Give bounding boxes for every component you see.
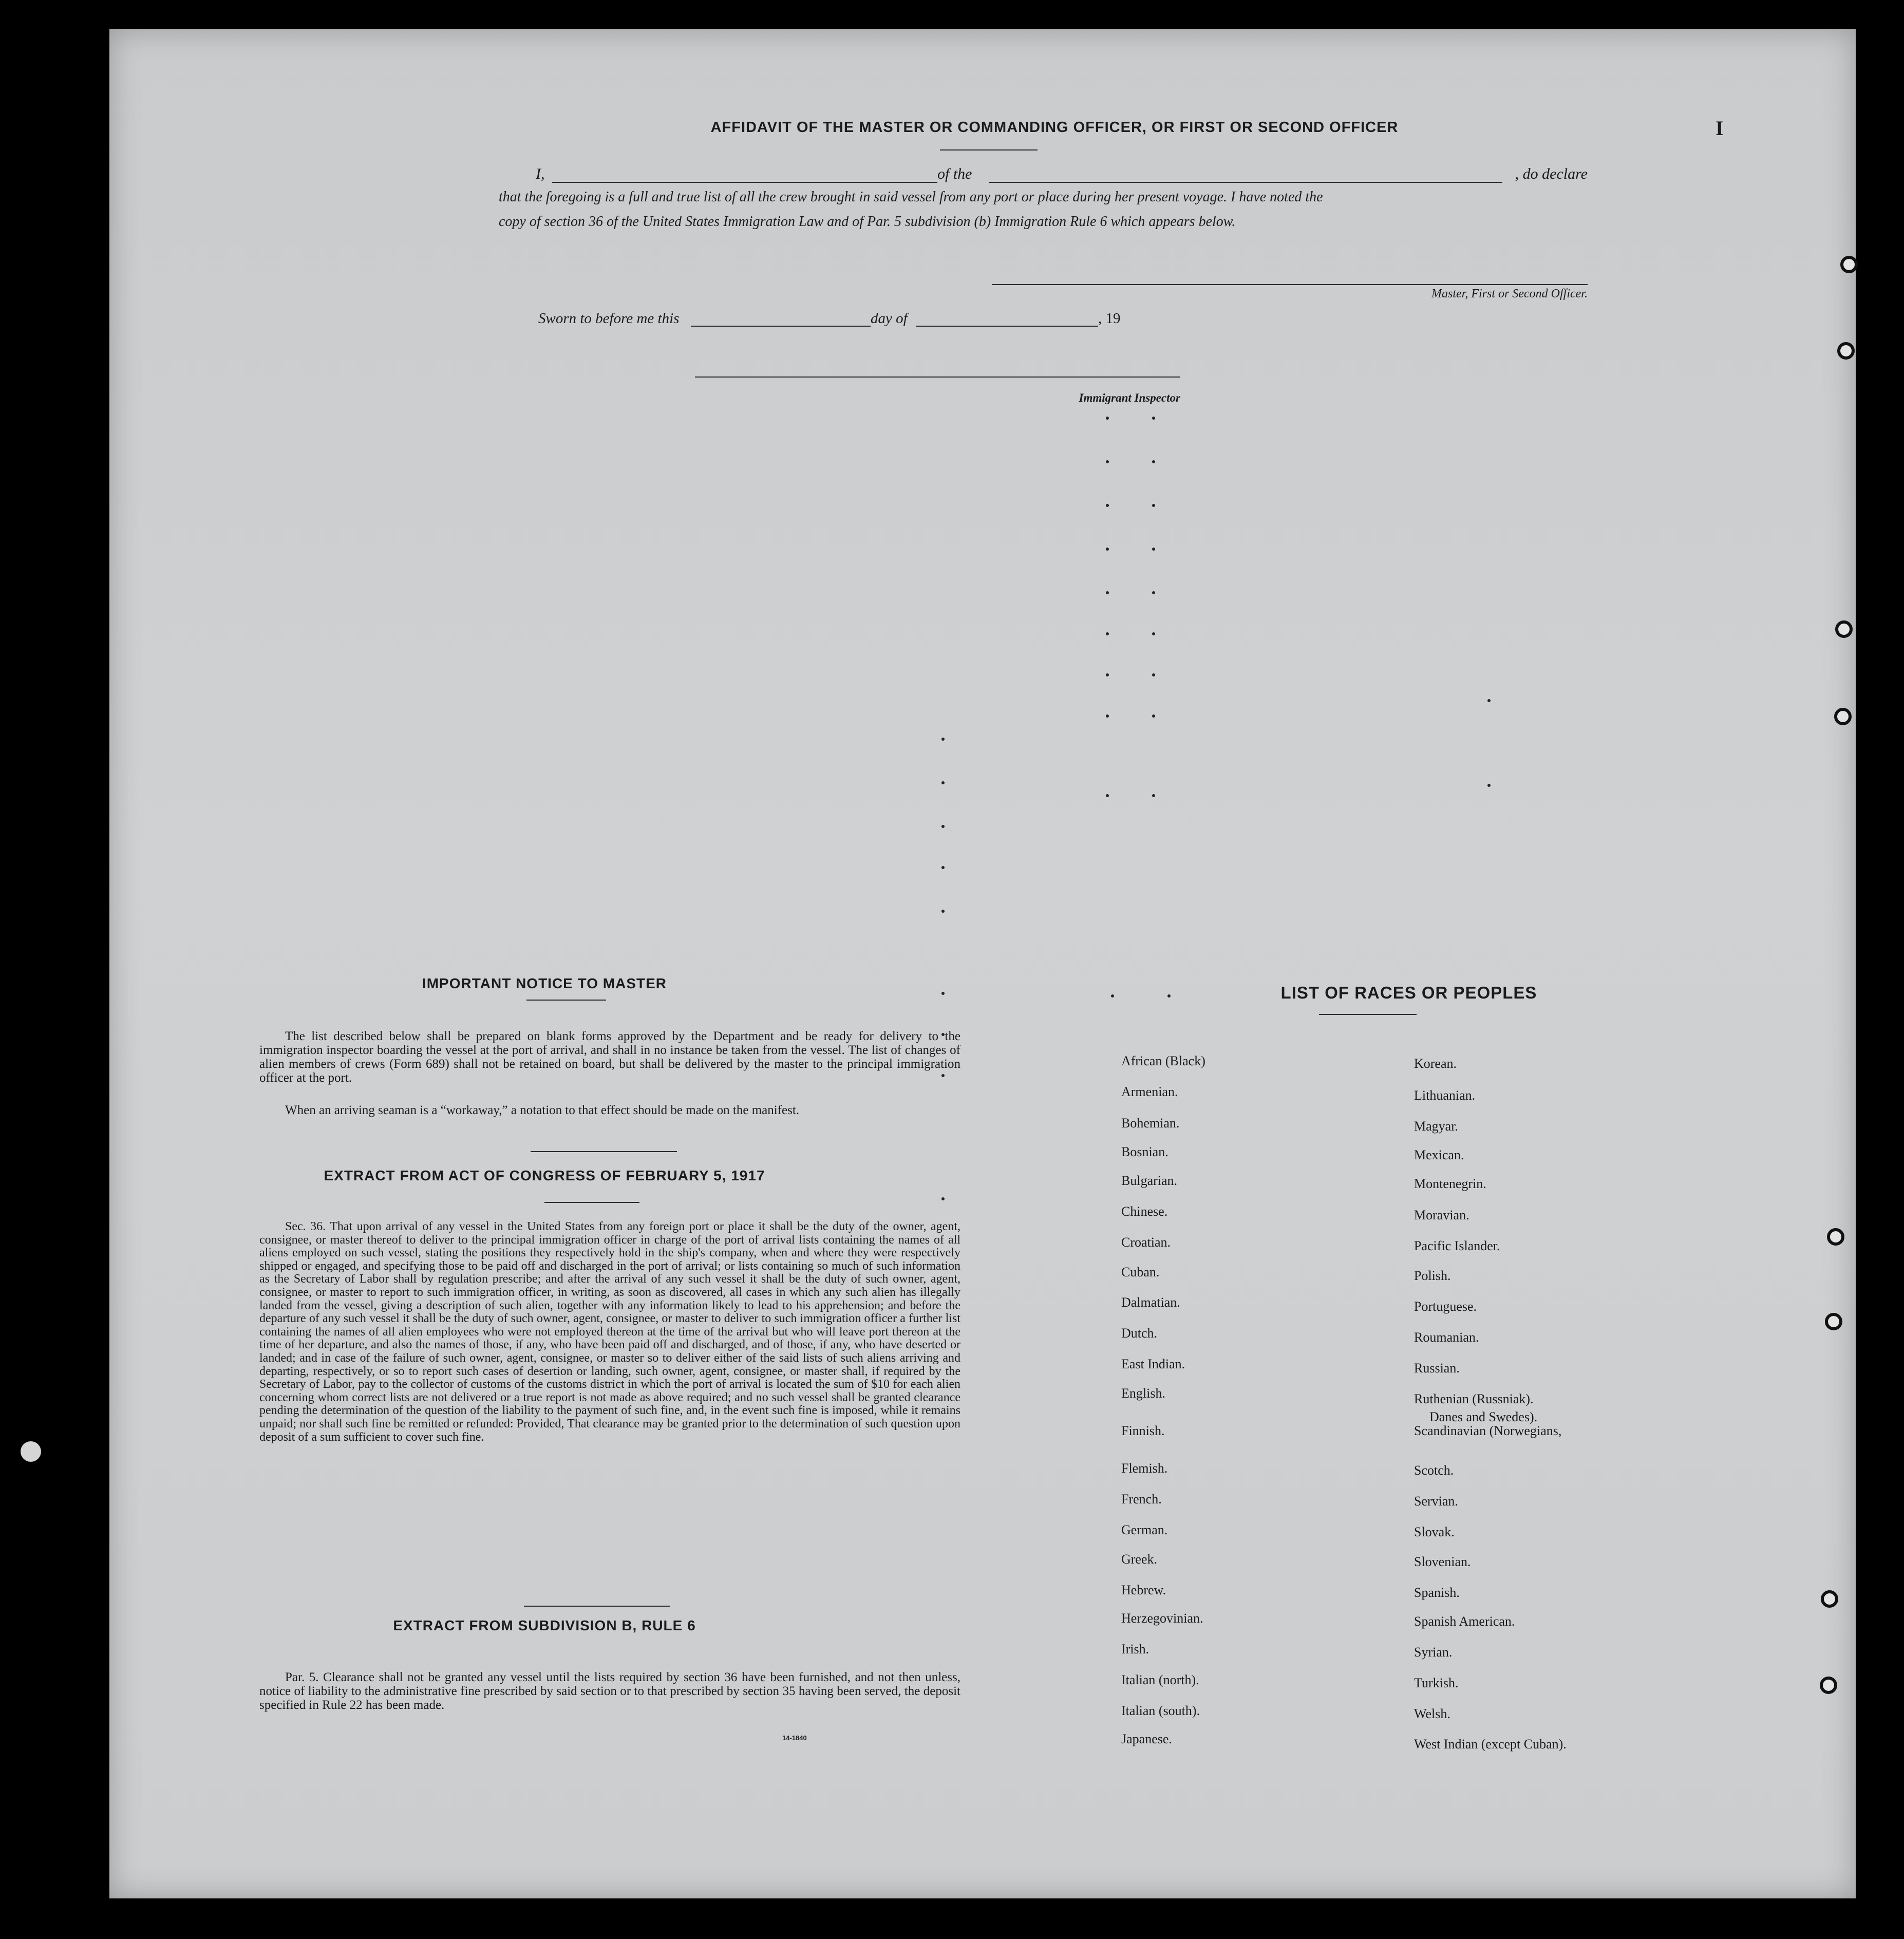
- race-item: Bulgarian.: [1121, 1173, 1178, 1188]
- sworn-day-blank[interactable]: [691, 326, 871, 327]
- race-item: German.: [1121, 1522, 1168, 1537]
- race-item: Flemish.: [1121, 1461, 1168, 1476]
- race-item: Slovenian.: [1414, 1554, 1471, 1569]
- guide-dot: [1167, 994, 1171, 997]
- race-item: Turkish.: [1414, 1676, 1459, 1690]
- race-item: Hebrew.: [1121, 1583, 1166, 1597]
- affidavit-line-2: that the foregoing is a full and true list of all the crew brought in said vessel from any port or place during her present voyage. I have noted the: [499, 189, 1323, 205]
- guide-dot: [1106, 714, 1109, 718]
- notice-end-divider: [531, 1151, 677, 1152]
- rule-extract-top-divider: [524, 1606, 670, 1607]
- title-divider: [940, 149, 1038, 150]
- race-item: Spanish.: [1414, 1585, 1460, 1600]
- affidavit-title: AFFIDAVIT OF THE MASTER OR COMMANDING OFFICER, OR FIRST OR SECOND OFFICER: [710, 119, 1399, 136]
- guide-dot: [1487, 699, 1491, 702]
- race-item: Scandinavian (Norwegians,: [1414, 1423, 1562, 1438]
- affidavit-i: I,: [536, 165, 545, 182]
- page-number-mark: I: [1716, 117, 1724, 140]
- inspector-label: Immigrant Inspector: [1079, 391, 1180, 404]
- race-item: Italian (north).: [1121, 1672, 1199, 1687]
- document-page: [109, 29, 1856, 1898]
- notice-divider: [526, 1000, 606, 1001]
- inspector-signature-line[interactable]: [695, 376, 1180, 378]
- race-item: Bosnian.: [1121, 1144, 1168, 1159]
- punch-hole-left: [21, 1441, 41, 1462]
- guide-dot: [1152, 714, 1155, 718]
- race-item: Bohemian.: [1121, 1116, 1180, 1131]
- guide-dot: [1152, 504, 1155, 507]
- race-item: Mexican.: [1414, 1147, 1464, 1162]
- race-item: Dalmatian.: [1121, 1295, 1180, 1310]
- race-item: Montenegrin.: [1414, 1176, 1486, 1191]
- race-item: Slovak.: [1414, 1524, 1455, 1539]
- guide-dot: [941, 910, 945, 913]
- notice-paragraph-1: The list described below shall be prepared on blank forms approved by the Department and be ready for delivery to the immigration inspector boarding the vessel at the port of arrival, and shall in no instance be taken from the vessel. The list of changes of alien members of crews (Form 689) shall not be retained on board, but shall be delivered by the master to the principal immigration officer at the port.: [259, 1029, 960, 1085]
- binder-hole: [1837, 342, 1855, 360]
- affidavit-do-declare: , do declare: [1515, 165, 1588, 182]
- race-item: Scotch.: [1414, 1463, 1454, 1478]
- race-item: Italian (south).: [1121, 1703, 1200, 1718]
- binder-hole: [1825, 1313, 1842, 1330]
- guide-dot: [1106, 548, 1109, 551]
- sworn-year: , 19: [1098, 310, 1121, 327]
- race-item-continuation: Danes and Swedes).: [1429, 1409, 1538, 1424]
- race-item: Portuguese.: [1414, 1299, 1477, 1314]
- rule-extract-paragraph: Par. 5. Clearance shall not be granted any vessel until the lists required by section 36 have been furnished, and not then unless, notice of liability to the administrative fine prescribed by said section or to that prescribed by section 35 having been served, the deposit specified in Rule 22 has been made.: [259, 1670, 960, 1712]
- master-signature-line[interactable]: [992, 284, 1588, 285]
- guide-dot: [1152, 794, 1155, 797]
- binder-hole: [1821, 1590, 1838, 1608]
- guide-dot: [1106, 632, 1109, 635]
- race-item: Armenian.: [1121, 1084, 1178, 1099]
- guide-dot: [1487, 784, 1491, 787]
- guide-dot: [1152, 673, 1155, 676]
- guide-dot: [1106, 591, 1109, 594]
- race-item: Magyar.: [1414, 1119, 1458, 1134]
- race-item: Greek.: [1121, 1552, 1158, 1567]
- binder-hole: [1834, 708, 1852, 725]
- act-extract-paragraph: Sec. 36. That upon arrival of any vessel in the United States from any foreign port or place it shall be the duty of the owner, agent, consignee, or master thereof to deliver to the principal immigration officer in charge of the port of arrival lists containing the names of all aliens employed on such vessel, stating the positions they respectively hold in the ship's company, when and where they were respectively shipped or engaged, and specifying those to be paid off and discharged in the port of arrival; or lists containing so much of such information as the Secretary of Labor shall by regulation prescribe; and after the arrival of any such vessel it shall be the duty of such owner, agent, consignee, or master to report to such immigration officer, in writing, as soon as discovered, all cases in which any such alien has illegally landed from the vessel, giving a description of such alien, together with any information likely to lead to his apprehension; and before the departure of any such vessel it shall be the duty of such owner, agent, consignee, or master to deliver to such immigration officer a further list containing the names of all alien employees who were not employed thereon at the time of the arrival but who will leave port thereon at the time of her departure, and also the names of those, if any, who have been paid off and discharged, and of those, if any, who have deserted or landed; and in case of the failure of such owner, agent, consignee, or master so to deliver either of the said lists of such aliens arriving and departing, respectively, or so to report such cases of desertion or landing, such owner, agent, consignee, or master shall, if required by the Secretary of Labor, pay to the collector of customs of the customs district in which the port of arrival is located the sum of $10 for each alien concerning whom correct lists are not delivered or a true report is not made as above required; and no such vessel shall be granted clearance pending the determination of the question of the liability to the payment of such fine, and, in the event such fine is imposed, while it remains unpaid; nor shall such fine be remitted or refunded: Provided, That clearance may be granted prior to the determination of such question upon deposit of a sum sufficient to cover such fine.: [259, 1220, 960, 1444]
- race-item: Korean.: [1414, 1056, 1457, 1071]
- master-signature-label: Master, First or Second Officer.: [1431, 287, 1588, 300]
- guide-dot: [941, 866, 945, 869]
- guide-dot: [1152, 548, 1155, 551]
- race-item: African (Black): [1121, 1053, 1205, 1068]
- race-item: Servian.: [1414, 1494, 1458, 1509]
- guide-dot: [1106, 460, 1109, 463]
- race-item: Ruthenian (Russniak).: [1414, 1391, 1534, 1406]
- race-item: Finnish.: [1121, 1423, 1165, 1438]
- guide-dot: [1106, 417, 1109, 420]
- notice-title: IMPORTANT NOTICE TO MASTER: [422, 975, 667, 991]
- affidavit-of-the: of the: [937, 165, 972, 182]
- rule-extract-title: EXTRACT FROM SUBDIVISION B, RULE 6: [393, 1617, 696, 1633]
- race-item: Syrian.: [1414, 1645, 1453, 1660]
- race-item: Moravian.: [1414, 1208, 1469, 1222]
- races-title: LIST OF RACES OR PEOPLES: [1280, 983, 1537, 1002]
- guide-dot: [1152, 460, 1155, 463]
- race-item: Lithuanian.: [1414, 1088, 1476, 1103]
- guide-dot: [1111, 994, 1114, 997]
- guide-dot: [941, 738, 945, 741]
- name-blank-line[interactable]: [552, 182, 937, 183]
- race-item: East Indian.: [1121, 1357, 1185, 1371]
- guide-dot: [1106, 673, 1109, 676]
- race-item: Dutch.: [1121, 1326, 1158, 1341]
- guide-dot: [941, 825, 945, 828]
- guide-dot: [1106, 794, 1109, 797]
- race-item: Croatian.: [1121, 1235, 1171, 1250]
- act-extract-title: EXTRACT FROM ACT OF CONGRESS OF FEBRUARY 5, 1917: [324, 1168, 765, 1183]
- race-item: Welsh.: [1414, 1706, 1450, 1721]
- guide-dot: [941, 1197, 945, 1200]
- race-item: French.: [1121, 1492, 1162, 1507]
- guide-dot: [941, 992, 945, 995]
- race-item: Irish.: [1121, 1642, 1149, 1656]
- race-item: Chinese.: [1121, 1204, 1168, 1219]
- sworn-day-of: day of: [871, 310, 908, 327]
- guide-dot: [1152, 632, 1155, 635]
- guide-dot: [941, 781, 945, 784]
- race-item: Polish.: [1414, 1268, 1451, 1283]
- binder-hole: [1820, 1677, 1837, 1694]
- sworn-prefix: Sworn to before me this: [538, 310, 680, 327]
- act-extract-divider: [544, 1202, 639, 1203]
- binder-hole: [1835, 620, 1853, 638]
- race-item: West Indian (except Cuban).: [1414, 1737, 1567, 1752]
- race-item: Japanese.: [1121, 1731, 1172, 1746]
- races-divider: [1319, 1014, 1417, 1015]
- race-item: Spanish American.: [1414, 1614, 1515, 1629]
- guide-dot: [1152, 417, 1155, 420]
- guide-dot: [1106, 504, 1109, 507]
- notice-paragraph-2: When an arriving seaman is a “workaway,” a notation to that effect should be made on the manifest.: [285, 1103, 800, 1117]
- race-item: Herzegovinian.: [1121, 1611, 1203, 1626]
- form-number: 14-1840: [782, 1734, 807, 1742]
- affidavit-line-3: copy of section 36 of the United States Immigration Law and of Par. 5 subdivision (b) Immigration Rule 6 which appears below.: [499, 214, 1236, 230]
- race-item: Cuban.: [1121, 1265, 1160, 1279]
- race-item: English.: [1121, 1386, 1165, 1401]
- binder-hole: [1840, 256, 1858, 273]
- sworn-month-blank[interactable]: [916, 326, 1098, 327]
- race-item: Russian.: [1414, 1361, 1460, 1376]
- race-item: Roumanian.: [1414, 1330, 1479, 1345]
- race-item: Pacific Islander.: [1414, 1238, 1500, 1253]
- binder-hole: [1827, 1228, 1844, 1246]
- guide-dot: [1152, 591, 1155, 594]
